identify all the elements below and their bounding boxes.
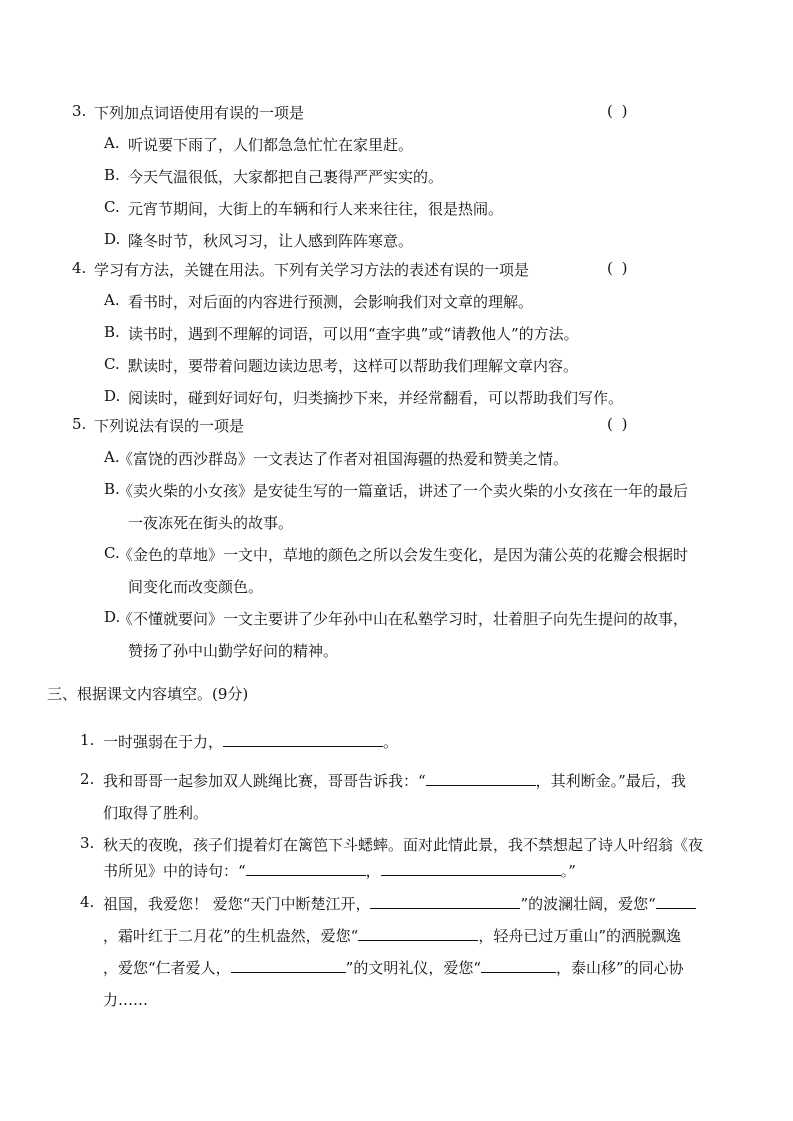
- fill-2-text-b: ，其利断金。”最后，我: [535, 772, 686, 790]
- fill-3-text-b: 书所见》中的诗句：“: [103, 862, 246, 880]
- fill-4-text-a: 祖国，我爱您！ 爱您“天门中断楚江开，: [103, 895, 371, 913]
- question-5-text: 下列说法有误的一项是: [94, 417, 245, 435]
- question-4-number: 4.: [72, 259, 87, 277]
- fill-4-number: 4.: [80, 893, 95, 911]
- q4-option-d-text: 阅读时，碰到好词好句，归类摘抄下来，并经常翻看，可以帮助我们写作。: [128, 389, 624, 407]
- fill-4-blank-1[interactable]: [370, 894, 520, 909]
- fill-3-line2: [103, 860, 576, 881]
- q3-option-a-label: A.: [104, 134, 120, 152]
- question-4-text: 学习有方法，关键在用法。下列有关学习方法的表述有误的一项是: [94, 261, 530, 279]
- fill-4-text-f: ”的文明礼仪，爱您“: [345, 959, 482, 977]
- question-5-answer-paren[interactable]: ( ): [607, 415, 630, 433]
- q5-option-d-text-line1: 《不懂就要问》一文主要讲了少年孙中山在私塾学习时，壮着胆子向先生提问的故事，: [118, 610, 689, 628]
- q5-option-b-text-line1: 《卖火柴的小女孩》是安徒生写的一篇童话，讲述了一个卖火柴的小女孩在一年的最后: [118, 482, 689, 500]
- fill-4-line1: [103, 893, 696, 914]
- fill-3-blank-2[interactable]: [381, 861, 561, 876]
- fill-4-text-g: ，泰山移”的同心协: [556, 959, 684, 977]
- q3-option-d-label: D.: [104, 230, 121, 248]
- q4-option-d-label: D.: [104, 387, 121, 405]
- fill-1-number: 1.: [80, 731, 95, 749]
- q3-option-a-text: 听说要下雨了，人们都急急忙忙在家里赶。: [128, 136, 414, 154]
- question-3-number: 3.: [72, 102, 87, 120]
- fill-4-line3: [103, 957, 684, 978]
- fill-4-text-h: 力……: [103, 991, 149, 1009]
- fill-1-line: [103, 731, 398, 752]
- fill-1-text-a: 一时强弱在于力，: [103, 733, 224, 751]
- question-4-answer-paren[interactable]: ( ): [607, 259, 630, 277]
- fill-3-text-c: ，: [365, 862, 381, 880]
- section-3-heading: 三、根据课文内容填空。(9分): [47, 685, 249, 703]
- q5-option-c-label: C.: [104, 544, 120, 562]
- q3-option-b-text: 今天气温很低，大家都把自己裹得严严实实的。: [128, 168, 444, 186]
- q5-option-b-label: B.: [104, 480, 120, 498]
- q4-option-c-label: C.: [104, 355, 120, 373]
- q5-option-d-label: D.: [104, 608, 121, 626]
- q5-option-a-label: A.: [104, 448, 120, 466]
- question-3-text: 下列加点词语使用有误的一项是: [94, 104, 305, 122]
- q3-option-d-text: 隆冬时节，秋风习习，让人感到阵阵寒意。: [128, 232, 414, 250]
- question-3-answer-paren[interactable]: ( ): [607, 102, 630, 120]
- fill-4-text-c: ，霜叶红于二月花”的生机盎然，爱您“: [103, 927, 359, 945]
- fill-4-blank-3[interactable]: [358, 926, 478, 941]
- fill-4-text-b: ”的波澜壮阔，爱您“: [520, 895, 656, 913]
- fill-3-text-a: 秋天的夜晚，孩子们提着灯在篱笆下斗蟋蟀。面对此情此景，我不禁想起了诗人叶绍翁《夜: [103, 836, 704, 854]
- fill-3-number: 3.: [80, 834, 95, 852]
- q3-option-c-label: C.: [104, 198, 120, 216]
- fill-2-text-a: 我和哥哥一起参加双人跳绳比赛，哥哥告诉我：“: [103, 772, 426, 790]
- fill-4-text-e: ，爱您“仁者爱人，: [103, 959, 231, 977]
- fill-3-blank-1[interactable]: [246, 861, 366, 876]
- fill-4-line2: [103, 925, 681, 946]
- fill-1-text-b: 。: [383, 733, 399, 751]
- q3-option-c-text: 元宵节期间，大街上的车辆和行人来来往往，很是热闹。: [128, 200, 504, 218]
- fill-4-text-d: ，轻舟已过万重山”的洒脱飘逸: [478, 927, 682, 945]
- fill-3-text-d: 。”: [560, 862, 576, 880]
- q5-option-b-text-line2: 一夜冻死在街头的故事。: [128, 514, 294, 532]
- q3-option-b-label: B.: [104, 166, 120, 184]
- q4-option-a-label: A.: [104, 291, 120, 309]
- question-5-number: 5.: [72, 415, 87, 433]
- q4-option-b-label: B.: [104, 323, 120, 341]
- q5-option-a-text: 《富饶的西沙群岛》一文表达了作者对祖国海疆的热爱和赞美之情。: [118, 450, 569, 468]
- fill-2-line1: [103, 770, 686, 791]
- fill-4-blank-2[interactable]: [656, 894, 696, 909]
- fill-1-blank[interactable]: [223, 732, 383, 747]
- fill-2-number: 2.: [80, 770, 95, 788]
- fill-2-blank[interactable]: [426, 771, 536, 786]
- q4-option-c-text: 默读时，要带着问题边读边思考，这样可以帮助我们理解文章内容。: [128, 357, 579, 375]
- fill-2-text-c: 们取得了胜利。: [103, 804, 209, 822]
- q5-option-c-text-line1: 《金色的草地》一文中，草地的颜色之所以会发生变化，是因为蒲公英的花瓣会根据时: [118, 546, 689, 564]
- q5-option-c-text-line2: 间变化而改变颜色。: [128, 578, 264, 596]
- fill-4-blank-5[interactable]: [481, 958, 556, 973]
- q5-option-d-text-line2: 赞扬了孙中山勤学好问的精神。: [128, 642, 339, 660]
- q4-option-b-text: 读书时，遇到不理解的词语，可以用“查字典”或“请教他人”的方法。: [128, 325, 579, 343]
- fill-4-blank-4[interactable]: [231, 958, 346, 973]
- q4-option-a-text: 看书时，对后面的内容进行预测，会影响我们对文章的理解。: [128, 293, 534, 311]
